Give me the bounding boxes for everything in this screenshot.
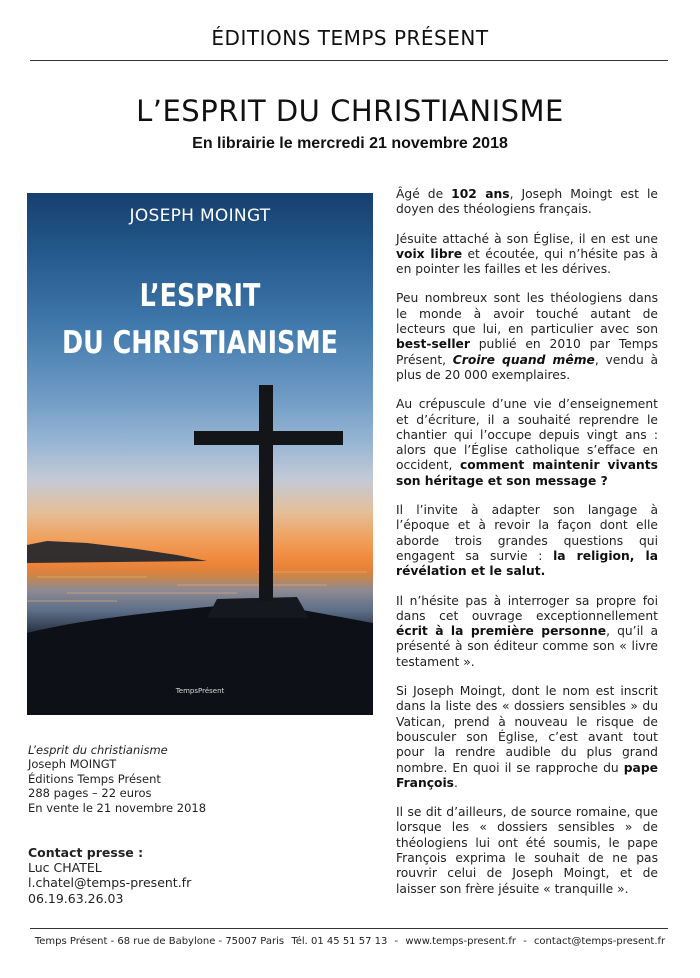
cross-vertical	[259, 385, 273, 601]
cover-title	[58, 273, 342, 367]
footer-separator: -	[394, 936, 399, 947]
book-info	[28, 743, 328, 815]
footer	[0, 936, 700, 947]
top-divider	[30, 60, 668, 61]
book-info-author: Joseph MOINGT	[28, 757, 117, 772]
publisher-heading: ÉDITIONS TEMPS PRÉSENT	[211, 26, 489, 50]
cover-landscape	[27, 193, 373, 715]
footer-website[interactable]: www.temps-present.fr	[405, 936, 516, 947]
book-info-pages-price: 288 pages – 22 euros	[28, 786, 152, 801]
paragraph-pope: Il se dit d’ailleurs, de source romaine, que lorsque les « dossiers sensibles » de théologiens lui ont été soumis, le pape François exprima le souhait de ne pas rouvrir celui de Joseph Moingt, et de laisser son frère jésuite « tranquille ».	[396, 805, 658, 896]
paragraph-age: Âgé de 102 ans, Joseph Moingt est le doyen des théologiens français.	[396, 187, 658, 217]
cover-author: JOSEPH MOINGT	[129, 206, 271, 226]
footer-phone: Tél. 01 45 51 57 13	[291, 936, 388, 947]
book-cover	[27, 193, 373, 715]
paragraph-vatican: Si Joseph Moingt, dont le nom est inscrit dans la liste des « dossiers sensibles » du Vatican, prend à nouveau le risque de bousculer son Église, c’est avant tout pour la rendre audible du plus grand nombre. En quoi il se rapproche du pape François.	[396, 684, 658, 790]
paragraph-bestseller: Peu nombreux sont les théologiens dans le monde à avoir touché autant de lecteurs que lui, en particulier avec son best-seller publié en 2010 par Temps Présent, Croire quand même, vendu à plus de 20 000 exemplaires.	[396, 291, 658, 382]
cover-title-line-2: DU CHRISTIANISME	[61, 325, 339, 361]
page-title: L’ESPRIT DU CHRISTIANISME	[136, 94, 564, 128]
contact-name: Luc CHATEL	[28, 860, 102, 876]
paragraph-heritage: Au crépuscule d’une vie d’enseignement et d’écriture, il a souhaité reprendre le chantier qui l’occupe depuis vingt ans : alors que l’Église catholique s’efface en occident, comment maintenir vivants son héritage et son message ?	[396, 397, 658, 488]
description-column	[396, 187, 658, 911]
contact-label: Contact presse :	[28, 845, 144, 860]
footer-separator: -	[523, 936, 527, 947]
contact-email[interactable]: l.chatel@temps-present.fr	[28, 875, 192, 891]
book-info-on-sale: En vente le 21 novembre 2018	[28, 800, 207, 815]
cover-title-line-1: L’ESPRIT	[139, 278, 261, 314]
bottom-divider	[30, 928, 668, 929]
paragraph-language: Il l’invite à adapter son langage à l’époque et à revoir la façon dont elle aborde trois grandes questions qui engagent sa survie : la religion, la révélation et le salut.	[396, 503, 658, 579]
paragraph-jesuit: Jésuite attaché à son Église, il en est une voix libre et écoutée, qui n’hésite pas à en pointer les failles et les dérives.	[396, 231, 659, 277]
cross-horizontal	[194, 431, 343, 445]
footer-address: Temps Présent - 68 rue de Babylone - 75007 Paris	[34, 936, 285, 947]
footer-email[interactable]: contact@temps-present.fr	[533, 936, 666, 947]
cover-publisher-logo: TempsPrésent	[175, 687, 225, 695]
paragraph-first-person: Il n’hésite pas à interroger sa propre foi dans cet ouvrage exceptionnellement écrit à la première personne, qu’il a présenté à son éditeur comme son « livre testament ».	[396, 593, 658, 669]
contact-phone: 06.19.63.26.03	[28, 890, 124, 906]
book-info-publisher: Éditions Temps Présent	[28, 771, 161, 786]
book-info-title: L’esprit du christianisme	[28, 743, 168, 757]
press-contact	[28, 845, 328, 906]
release-date-subtitle: En librairie le mercredi 21 novembre 2018	[192, 135, 508, 152]
